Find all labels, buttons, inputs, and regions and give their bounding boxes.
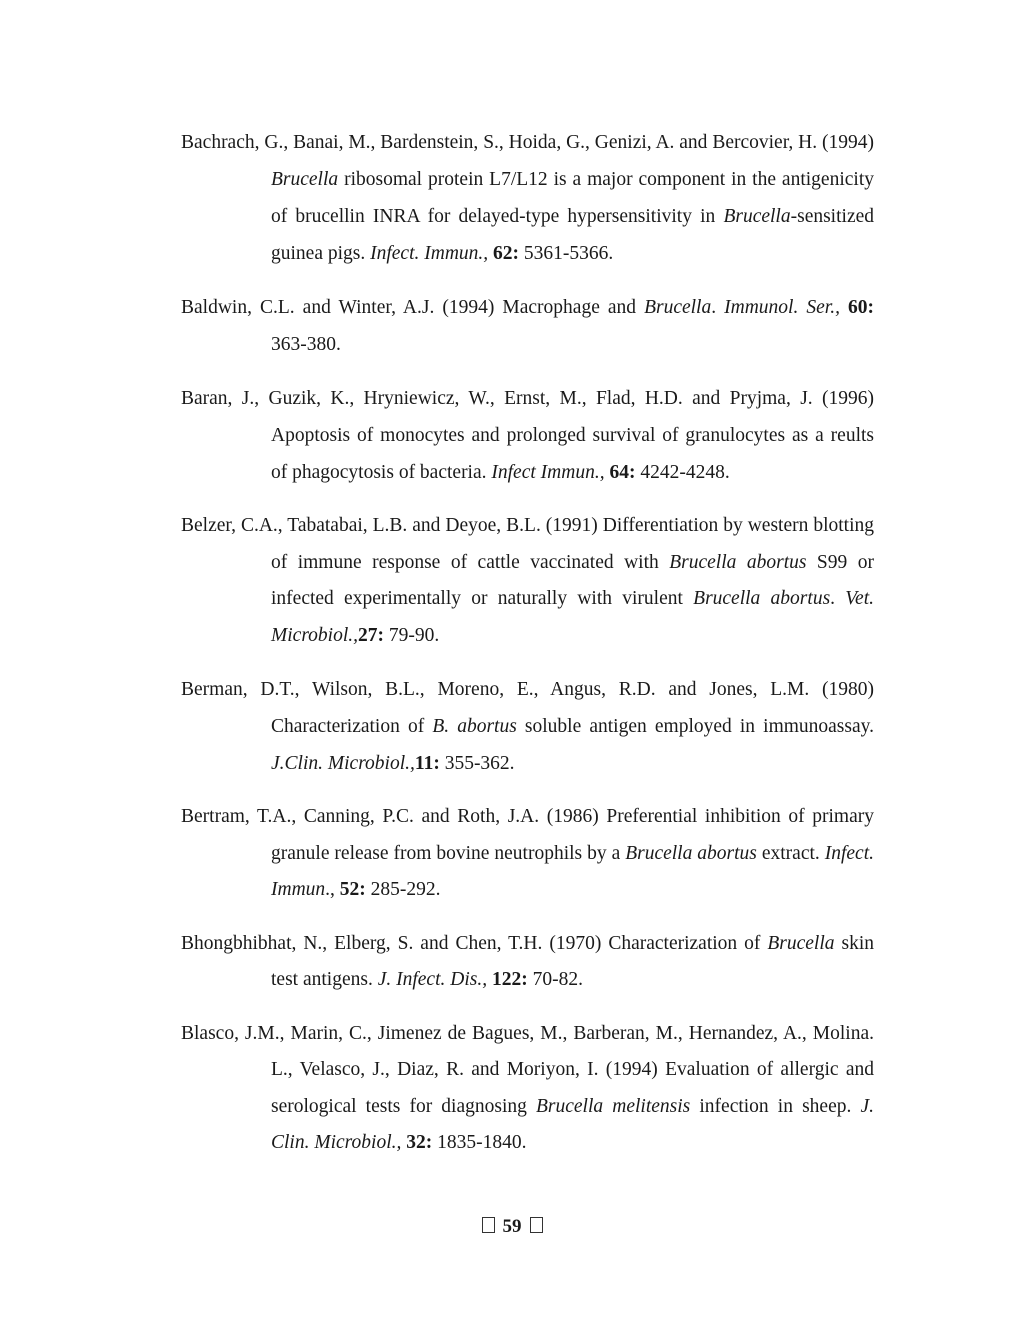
reference-italic-text: B. abortus bbox=[432, 716, 517, 737]
reference-text: extract. bbox=[756, 842, 825, 864]
reference-text: 5361-5366. bbox=[519, 243, 614, 264]
reference-entry bbox=[181, 380, 874, 491]
reference-text: infection in sheep. bbox=[690, 1095, 861, 1117]
page-number bbox=[0, 1216, 1024, 1238]
reference-text: 1835-1840. bbox=[432, 1132, 527, 1153]
reference-entry bbox=[181, 508, 874, 654]
reference-italic-text: J.Clin. Microbiol., bbox=[271, 753, 415, 774]
reference-text: 363-380. bbox=[271, 334, 341, 355]
reference-volume: 11: bbox=[414, 753, 440, 774]
reference-entry bbox=[181, 671, 874, 782]
reference-italic-text: Brucella abortus bbox=[669, 551, 807, 573]
reference-volume: 32: bbox=[406, 1132, 433, 1153]
page-number-value: 59 bbox=[502, 1216, 522, 1237]
reference-text: Berman, D.T., Wilson, B.L., Moreno, E., Angus, R.D. and Jones, L.M. (1980) Characterization of bbox=[181, 679, 874, 737]
reference-volume: 122: bbox=[491, 969, 528, 990]
reference-text: ., bbox=[325, 879, 340, 900]
reference-text bbox=[840, 297, 848, 318]
reference-text: soluble antigen employed in immunoassay. bbox=[516, 716, 874, 737]
reference-text: skin test antigens. bbox=[271, 932, 874, 990]
reference-list bbox=[181, 124, 874, 1179]
reference-italic-text: Vet. Microbiol., bbox=[271, 588, 874, 646]
reference-italic-text: Infect Immun., bbox=[491, 462, 605, 483]
reference-italic-text: Brucella bbox=[723, 206, 791, 227]
reference-text: Baran, J., Guzik, K., Hryniewicz, W., Ernst, M., Flad, H.D. and Pryjma, J. (1996) Apoptosis of monocytes and prolonged survival of granulocytes as a reults of phagocytosis of bacteria. bbox=[181, 388, 874, 483]
reference-volume: 64: bbox=[609, 462, 636, 483]
reference-italic-text: Immunol. Ser., bbox=[724, 297, 840, 318]
reference-italic-text: J. Infect. Dis., bbox=[377, 969, 488, 990]
reference-text: . bbox=[711, 297, 725, 318]
reference-italic-text: Brucella abortus bbox=[693, 588, 831, 609]
reference-text: Bhongbhibhat, N., Elberg, S. and Chen, T.H. (1970) Characterization of bbox=[181, 932, 768, 954]
reference-volume: 27: bbox=[358, 624, 385, 646]
reference-italic-text: J. Clin. Microbiol., bbox=[271, 1095, 875, 1153]
reference-text: 355-362. bbox=[439, 753, 515, 774]
page-number-right-box bbox=[530, 1217, 543, 1233]
reference-text: 79-90. bbox=[384, 624, 440, 646]
reference-italic-text: Infect. Immun., bbox=[370, 243, 489, 264]
reference-volume: 52: bbox=[339, 879, 366, 900]
reference-text: 285-292. bbox=[365, 879, 441, 900]
page-number-left-box bbox=[482, 1217, 495, 1233]
reference-entry bbox=[181, 799, 874, 909]
reference-text: ribosomal protein L7/L12 is a major component in the antigenicity of brucellin INRA for delayed-type hypersensitivity in bbox=[271, 169, 874, 227]
reference-entry bbox=[181, 1016, 874, 1162]
reference-text: Baldwin, C.L. and Winter, A.J. (1994) Macrophage and bbox=[181, 297, 645, 318]
reference-text: Belzer, C.A., Tabatabai, L.B. and Deyoe, B.L. (1991) Differentiation by western blotting of immune response of cattle vaccinated with bbox=[181, 515, 874, 573]
reference-text: Bertram, T.A., Canning, P.C. and Roth, J.A. (1986) Preferential inhibition of primary granule release from bovine neutrophils by a bbox=[181, 806, 874, 864]
reference-text: 70-82. bbox=[527, 969, 583, 990]
reference-text: -sensitized guinea pigs. bbox=[271, 206, 874, 264]
reference-entry bbox=[181, 289, 874, 363]
reference-italic-text: Brucella melitensis bbox=[536, 1095, 691, 1117]
reference-text: 4242-4248. bbox=[635, 462, 730, 483]
reference-italic-text: Brucella bbox=[271, 169, 339, 190]
reference-italic-text: Brucella bbox=[767, 932, 835, 954]
reference-italic-text: Infect. Immun bbox=[271, 842, 874, 900]
reference-volume: 62: bbox=[493, 243, 520, 264]
reference-italic-text: Brucella abortus bbox=[625, 842, 757, 864]
reference-volume: 60: bbox=[848, 297, 874, 318]
reference-entry bbox=[181, 124, 874, 272]
reference-entry bbox=[181, 926, 874, 999]
reference-italic-text: Brucella bbox=[644, 297, 712, 318]
reference-text: Bachrach, G., Banai, M., Bardenstein, S., Hoida, G., Genizi, A. and Bercovier, H. (1994) bbox=[181, 132, 874, 153]
reference-text: S99 or infected experimentally or naturally with virulent bbox=[271, 551, 874, 609]
reference-text: Blasco, J.M., Marin, C., Jimenez de Bagues, M., Barberan, M., Hernandez, A., Molina. L., Velasco, J., Diaz, R. and Moriyon, I. (1994) Evaluation of allergic and serological tests for diagnosing bbox=[181, 1022, 874, 1117]
reference-text: . bbox=[830, 588, 846, 609]
